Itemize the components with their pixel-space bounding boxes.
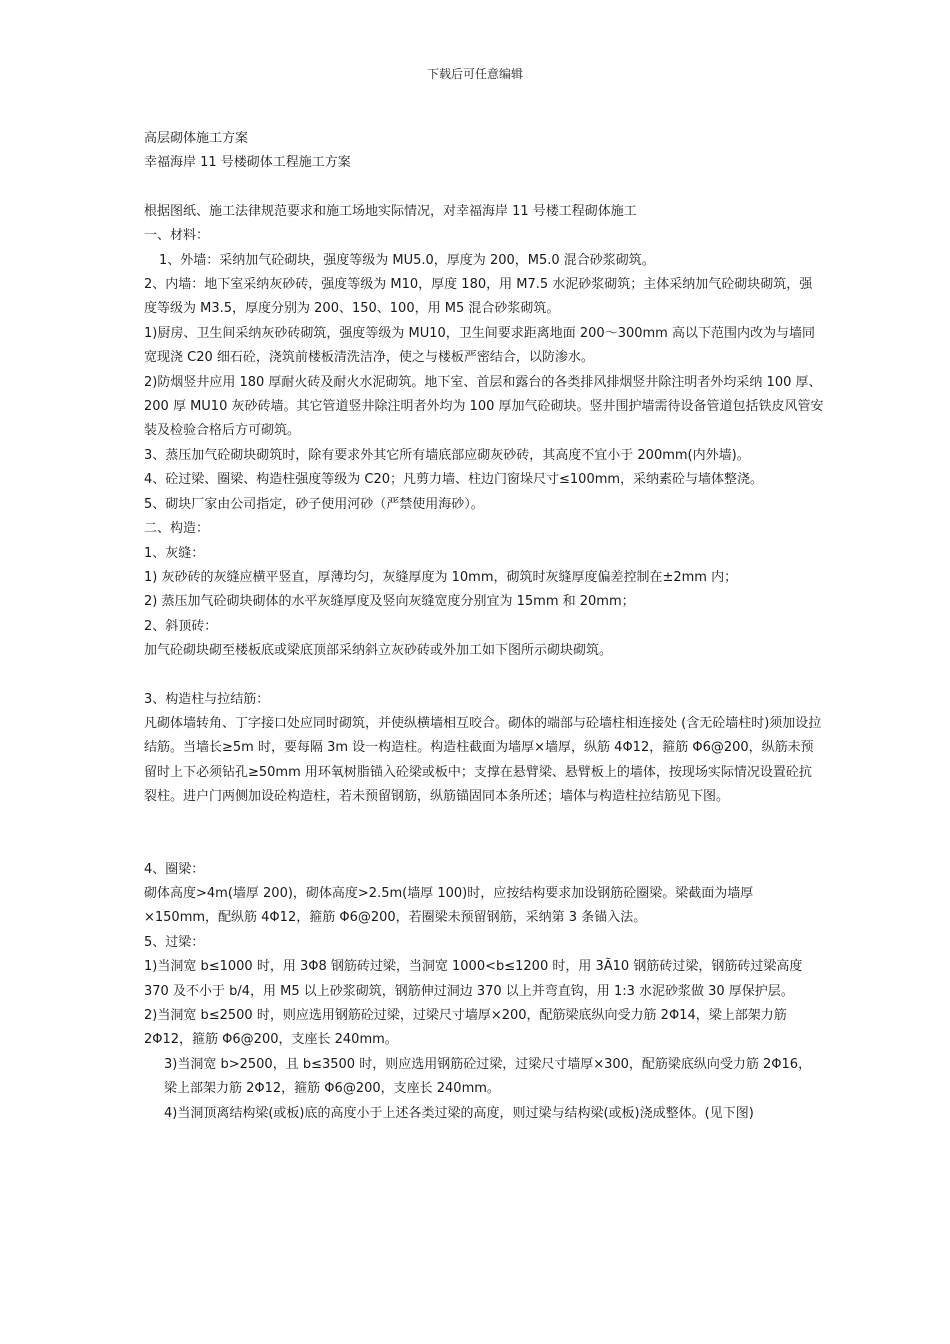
material-item: 2、内墙：地下室采纳灰砂砖，强度等级为 M10，厚度 180，用 M7.5 水泥砂浆砌筑；主体采纳加气砼砌块砌筑，强度等级为 M3.5，厚度分别为 200、150、100，用 M5 混合砂浆砌筑。 bbox=[144, 277, 813, 317]
column-heading: 3、构造柱与拉结筋： bbox=[144, 691, 270, 707]
doc-title: 高层砌体施工方案 bbox=[144, 131, 249, 146]
ringbeam-heading: 4、圈梁： bbox=[144, 861, 205, 877]
materials-heading: 一、材料： bbox=[144, 228, 210, 244]
joint-item: 2) 蒸压加气砼砌块砌体的水平灰缝厚度及竖向灰缝宽度分别宜为 15mm 和 20mm； bbox=[144, 594, 635, 610]
material-item: 5、砌块厂家由公司指定，砂子使用河砂（严禁使用海砂）。 bbox=[144, 496, 484, 512]
material-item: 4、砼过梁、圈梁、构造柱强度等级为 C20；凡剪力墙、柱边门窗垛尺寸≤100mm，采纳素砼与墙体整浇。 bbox=[144, 472, 764, 488]
document-body bbox=[144, 127, 824, 1126]
material-item: 3、蒸压加气砼砌块砌筑时，除有要求外其它所有墙底部应砌灰砂砖，其高度不宜小于 200mm(内外墙)。 bbox=[144, 447, 750, 463]
construction-heading: 二、构造： bbox=[144, 521, 210, 537]
material-item: 2)防烟竖井应用 180 厚耐火砖及耐火水泥砌筑。地下室、首层和露台的各类排风排烟竖井除注明者外均采纳 100 厚、200 厚 MU10 灰砂砖墙。其它管道竖井除注明者外均为 100 厚加气砼砌块。竖井围护墙需待设备管道包括铁皮风管安装及检验合格后方可砌筑。 bbox=[144, 374, 824, 439]
oblique-text: 加气砼砌块砌至楼板底或梁底顶部采纳斜立灰砂砖或外加工如下图所示砌块砌筑。 bbox=[144, 643, 613, 659]
column-text: 凡砌体墙转角、丁字接口处应同时砌筑，并使纵横墙相互咬合。砌体的端部与砼墙柱相连接处 (含无砼墙柱时)须加设拉结筋。当墙长≥5m 时，要每隔 3m 设一构造柱。构造柱截面为墙厚×墙厚，纵筋 4Φ12，箍筋 Φ6@200，纵筋未预留时上下必须钻孔≥50mm 用环氧树脂锚入砼梁或板中；支撑在悬臂梁、悬臂板上的墙体，按现场实际情况设置砼抗裂柱。进户门两侧加设砼构造柱，若未预留钢筋，纵筋锚固同本条所述；墙体与构造柱拉结筋见下图。 bbox=[144, 715, 822, 805]
doc-subtitle: 幸福海岸 11 号楼砌体工程施工方案 bbox=[144, 155, 351, 171]
lintel-item: 4)当洞顶离结构梁(或板)底的高度小于上述各类过梁的高度，则过梁与结构梁(或板)浇成整体。(见下图) bbox=[164, 1105, 754, 1121]
lintel-item: 2)当洞宽 b≤2500 时，则应选用钢筋砼过梁，过梁尺寸墙厚×200，配筋梁底纵向受力筋 2Φ14，梁上部架力筋 2Φ12，箍筋 Φ6@200，支座长 240mm。 bbox=[144, 1008, 787, 1048]
lintel-item: 3)当洞宽 b>2500，且 b≤3500 时，则应选用钢筋砼过梁，过梁尺寸墙厚×300，配筋梁底纵向受力筋 2Φ16，梁上部架力筋 2Φ12，箍筋 Φ6@200，支座长 240mm。 bbox=[164, 1056, 812, 1097]
page-header: 下载后可任意编辑 bbox=[426, 67, 523, 81]
material-item: 1)厨房、卫生间采纳灰砂砖砌筑，强度等级为 MU10，卫生间要求距离地面 200～300mm 高以下范围内改为与墙同宽现浇 C20 细石砼，浇筑前楼板清洗洁净，使之与楼板严密结合，以防渗水。 bbox=[144, 325, 815, 366]
intro-paragraph: 根据图纸、施工法律规范要求和施工场地实际情况，对幸福海岸 11 号楼工程砌体施工 bbox=[144, 203, 637, 219]
lintel-item: 1)当洞宽 b≤1000 时，用 3Φ8 钢筋砖过梁，当洞宽 1000<b≤1200 时，用 3Ã10 钢筋砖过梁，钢筋砖过梁高度 370 及不小于 b/4，用 M5 以上砂浆砌筑，钢筋伸过洞边 370 以上并弯直钩，用 1:3 水泥砂浆做 30 厚保护层。 bbox=[144, 959, 803, 999]
joint-heading: 1、灰缝： bbox=[144, 545, 205, 561]
joint-item: 1) 灰砂砖的灰缝应横平竖直，厚薄均匀，灰缝厚度为 10mm，砌筑时灰缝厚度偏差控制在±2mm 内； bbox=[144, 569, 738, 585]
oblique-heading: 2、斜顶砖： bbox=[144, 618, 218, 634]
lintel-heading: 5、过梁： bbox=[144, 934, 205, 950]
ringbeam-text: 砌体高度>4m(墙厚 200)，砌体高度>2.5m(墙厚 100)时，应按结构要求加设钢筋砼圈梁。梁截面为墙厚×150mm，配纵筋 4Φ12，箍筋 Φ6@200，若圈梁未预留钢筋，采纳第 3 条锚入法。 bbox=[144, 885, 754, 926]
material-item: 1、外墙：采纳加气砼砌块，强度等级为 MU5.0，厚度为 200，M5.0 混合砂浆砌筑。 bbox=[159, 252, 655, 268]
